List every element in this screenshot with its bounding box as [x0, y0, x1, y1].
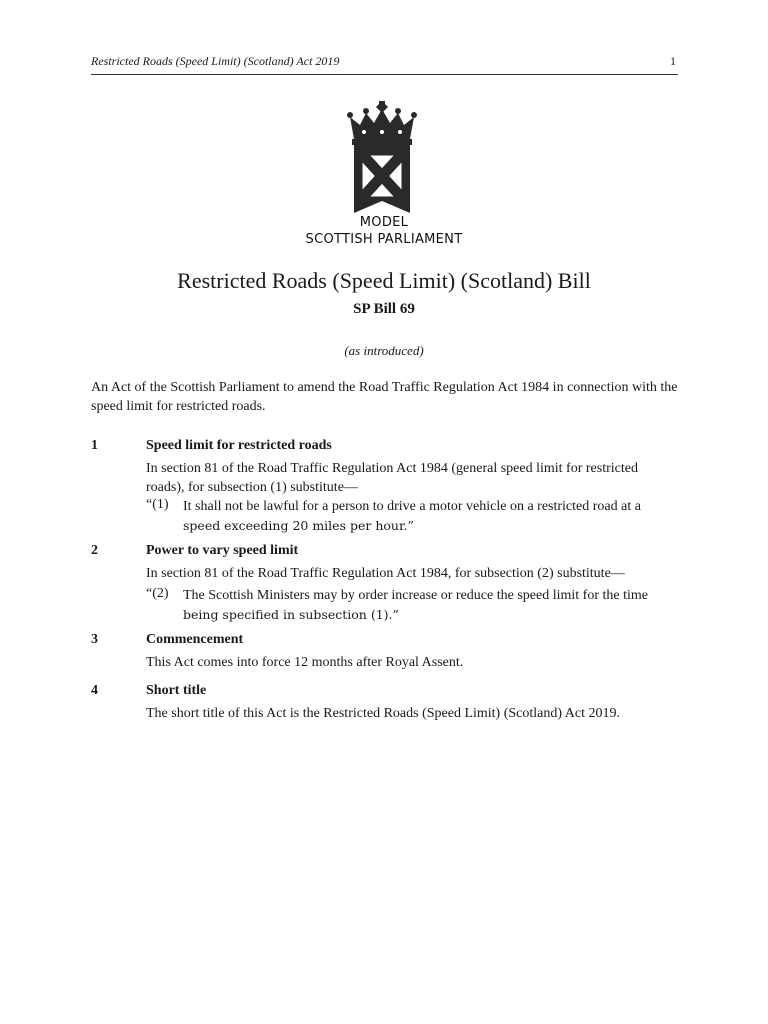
quoted-subsection: [183, 497, 678, 535]
quoted-line: being specified in subsection (1).”: [183, 607, 399, 622]
section-body-line: This Act comes into force 12 months after Royal Assent.: [146, 655, 464, 670]
section-body-line: In section 81 of the Road Traffic Regulation Act 1984, for subsection (2) substitute—: [146, 566, 625, 581]
section-number: 1: [91, 438, 98, 453]
section-body-line: In section 81 of the Road Traffic Regulation Act 1984 (general speed limit for restricted: [146, 461, 638, 476]
saltire-crown-emblem-icon: [346, 101, 418, 213]
section-body-line: roads), for subsection (1) substitute—: [146, 480, 358, 495]
section-heading: Commencement: [146, 632, 244, 647]
section-body: [146, 459, 678, 497]
bill-title: Restricted Roads (Speed Limit) (Scotland) Bill: [177, 268, 591, 293]
section-heading: Speed limit for restricted roads: [146, 438, 332, 453]
parliament-name-line2: SCOTTISH PARLIAMENT: [305, 232, 463, 247]
bill-status: (as introduced): [344, 343, 424, 358]
running-title: Restricted Roads (Speed Limit) (Scotland) Act 2019: [91, 54, 340, 68]
quoted-line: The Scottish Ministers may by order increase or reduce the speed limit for the time: [183, 588, 648, 603]
long-title: An Act of the Scottish Parliament to amend the Road Traffic Regulation Act 1984 in connection with the speed limit for restricted roads.: [91, 380, 678, 414]
running-header: [91, 54, 678, 75]
quoted-subsection: [183, 586, 678, 624]
quoted-line: speed exceeding 20 miles per hour.”: [183, 518, 414, 533]
parliament-name-line1: MODEL: [359, 215, 409, 230]
quote-marker: “(2): [146, 586, 169, 601]
section-body-line: The short title of this Act is the Restricted Roads (Speed Limit) (Scotland) Act 2019.: [146, 706, 620, 721]
page-number: 1: [670, 54, 676, 68]
section-number: 3: [91, 632, 98, 647]
section-heading: Short title: [146, 683, 207, 698]
quote-marker: “(1): [146, 497, 169, 512]
section-number: 2: [91, 543, 98, 558]
bill-number: SP Bill 69: [353, 301, 415, 317]
section-heading: Power to vary speed limit: [146, 543, 299, 558]
section-body: [146, 564, 678, 583]
section-number: 4: [91, 683, 98, 698]
section-body: [146, 653, 678, 672]
section-body: [146, 704, 678, 723]
quoted-line: It shall not be lawful for a person to drive a motor vehicle on a restricted road at a: [183, 499, 641, 514]
